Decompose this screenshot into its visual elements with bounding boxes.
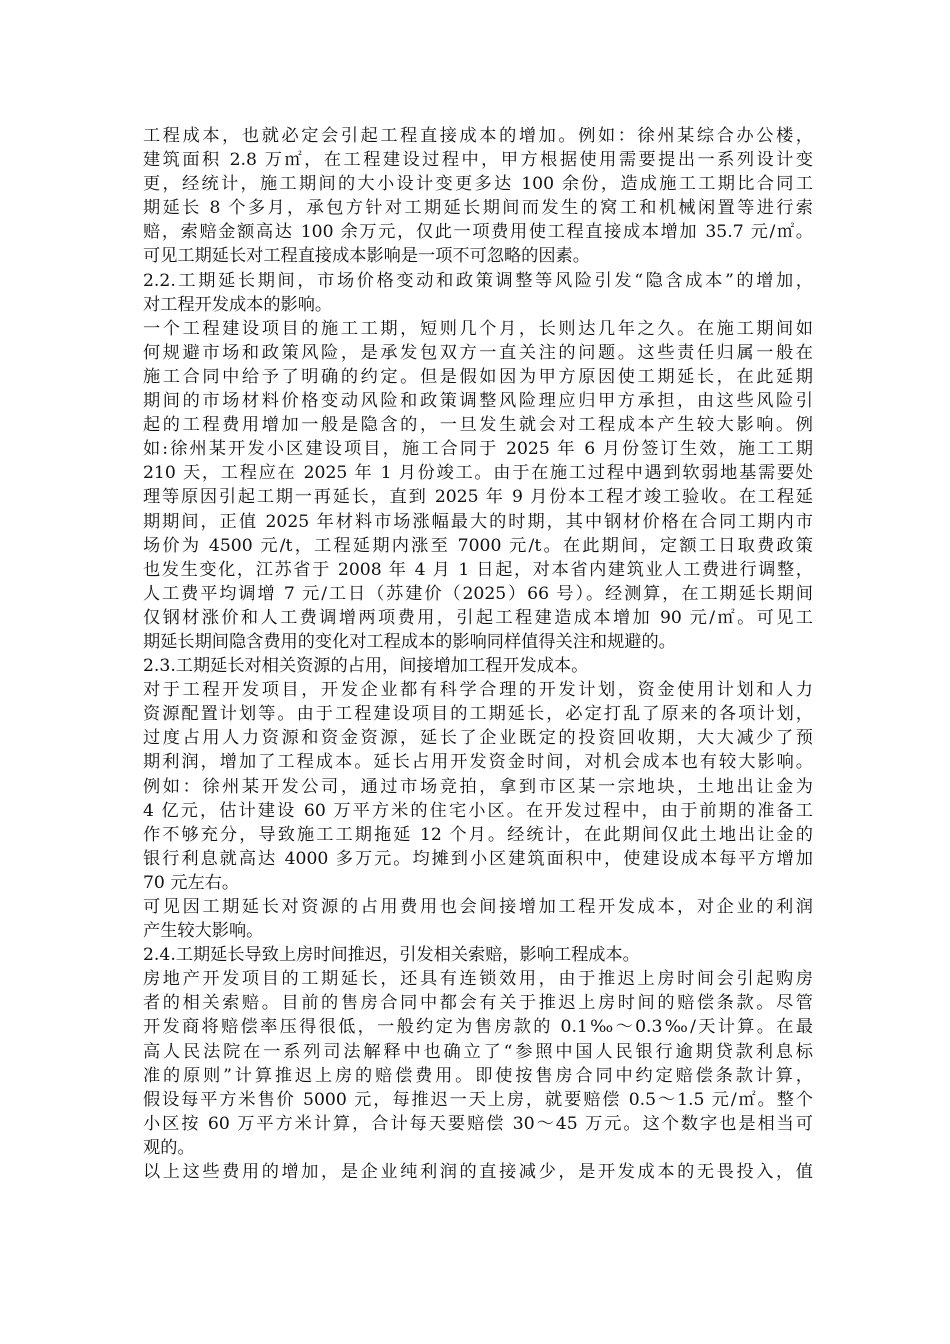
- text-line: 资源配置计划等。由于工程建设项目的工期延长，必定打乱了原来的各项计划，: [143, 704, 813, 725]
- text-line: 者的相关索赔。目前的售房合同中都会有关于推迟上房时间的赔偿条款。尽管: [143, 993, 813, 1014]
- text-line: 施工合同中给予了明确的约定。但是假如因为甲方原因使工期延长，在此延期: [143, 366, 813, 387]
- text-line: 2.4.工期延长导致上房时间推迟，引发相关索赔，影响工程成本。: [143, 945, 640, 966]
- text-line: 4 亿元，估计建设 60 万平方米的住宅小区。在开发过程中，由于前期的准备工: [143, 800, 813, 821]
- text-line: 仅钢材涨价和人工费调增两项费用，引起工程建造成本增加 90 元/㎡。可见工: [143, 607, 813, 628]
- text-line: 可见工期延长对工程直接成本影响是一项不可忽略的因素。: [143, 246, 590, 267]
- text-line: 准的原则”计算推迟上房的赔偿费用。即使按售房合同中约定赔偿条款计算，: [143, 1065, 813, 1086]
- text-line: 以上这些费用的增加，是企业纯利润的直接减少，是开发成本的无畏投入，值: [143, 1162, 813, 1183]
- text-line: 银行利息就高达 4000 多万元。均摊到小区建筑面积中，使建设成本每平方增加: [143, 848, 813, 869]
- text-line: 人工费平均调增 7 元/工日（苏建价（2025）66 号）。经测算，在工期延长期间: [143, 583, 813, 604]
- text-line: 70 元左右。: [143, 872, 240, 893]
- text-line: 赔，索赔金额高达 100 余万元，仅此一项费用使工程直接成本增加 35.7 元/㎡。: [143, 222, 813, 243]
- text-line: 高人民法院在一系列司法解释中也确立了“参照中国人民银行逾期贷款利息标: [143, 1041, 813, 1062]
- text-line: 期利润，增加了工程成本。延长占用开发资金时间，对机会成本也有较大影响。: [143, 752, 813, 773]
- text-line: 210 天，工程应在 2025 年 1 月份竣工。由于在施工过程中遇到软弱地基需要处: [143, 463, 813, 484]
- text-line: 期延长期间隐含费用的变化对工程成本的影响同样值得关注和规避的。: [143, 631, 676, 652]
- text-line: 例如：徐州某开发公司，通过市场竞拍，拿到市区某一宗地块，土地出让金为: [143, 776, 813, 797]
- text-line: 产生较大影响。: [143, 921, 264, 942]
- text-line: 作不够充分，导致施工工期拖延 12 个月。经统计，在此期间仅此土地出让金的: [143, 824, 813, 845]
- text-line: 房地产开发项目的工期延长，还具有连锁效用，由于推迟上房时间会引起购房: [143, 969, 813, 990]
- document-body: [143, 124, 813, 1184]
- text-line: 理等原因引起工期一再延长，直到 2025 年 9 月份本工程才竣工验收。在工程延: [143, 487, 813, 508]
- text-line: 期延长 8 个多月，承包方针对工期延长期间而发生的窝工和机械闲置等进行索: [143, 198, 813, 219]
- text-line: 也发生变化，江苏省于 2008 年 4 月 1 日起，对本省内建筑业人工费进行调整，: [143, 559, 813, 580]
- text-line: 期期间，正值 2025 年材料市场涨幅最大的时期，其中钢材价格在合同工期内市: [143, 511, 813, 532]
- text-line: 可见因工期延长对资源的占用费用也会间接增加工程开发成本，对企业的利润: [143, 897, 813, 917]
- text-line: 对工程开发成本的影响。: [143, 294, 333, 315]
- text-line: 对于工程开发项目，开发企业都有科学合理的开发计划，资金使用计划和人力: [143, 680, 813, 701]
- text-line: 场价为 4500 元/t，工程延期内涨至 7000 元/t。在此期间，定额工日取费政策: [143, 535, 813, 556]
- text-line: 2.3.工期延长对相关资源的占用，间接增加工程开发成本。: [143, 656, 589, 677]
- text-line: 建筑面积 2.8 万㎡，在工程建设过程中，甲方根据使用需要提出一系列设计变: [143, 150, 813, 171]
- text-line: 小区按 60 万平方米计算，合计每天要赔偿 30～45 万元。这个数字也是相当可: [143, 1113, 813, 1134]
- text-line: 更，经统计，施工期间的大小设计变更多达 100 余份，造成施工工期比合同工: [143, 174, 813, 195]
- text-line: 开发商将赔偿率压得很低，一般约定为售房款的 0.1‰～0.3‰/天计算。在最: [143, 1017, 813, 1038]
- text-line: 何规避市场和政策风险，是承发包双方一直关注的问题。这些责任归属一般在: [143, 342, 813, 363]
- text-line: 工程成本，也就必定会引起工程直接成本的增加。例如：徐州某综合办公楼，: [143, 126, 813, 146]
- text-line: 假设每平方米售价 5000 元，每推迟一天上房，就要赔偿 0.5～1.5 元/㎡。整个: [143, 1089, 813, 1110]
- text-line: 一个工程建设项目的施工工期，短则几个月，长则达几年之久。在施工期间如: [143, 318, 813, 339]
- text-line: 起的工程费用增加一般是隐含的，一旦发生就会对工程成本产生较大影响。例: [143, 415, 813, 436]
- text-line: 过度占用人力资源和资金资源，延长了企业既定的投资回收期，大大减少了预: [143, 728, 813, 749]
- text-line: 期间的市场材料价格变动风险和政策调整风险理应归甲方承担，由这些风险引: [143, 391, 813, 412]
- text-line: 如:徐州某开发小区建设项目，施工合同于 2025 年 6 月份签订生效，施工工期: [143, 439, 813, 460]
- text-line: 2.2.工期延长期间，市场价格变动和政策调整等风险引发“隐含成本”的增加，: [143, 270, 813, 291]
- text-line: 观的。: [143, 1137, 195, 1158]
